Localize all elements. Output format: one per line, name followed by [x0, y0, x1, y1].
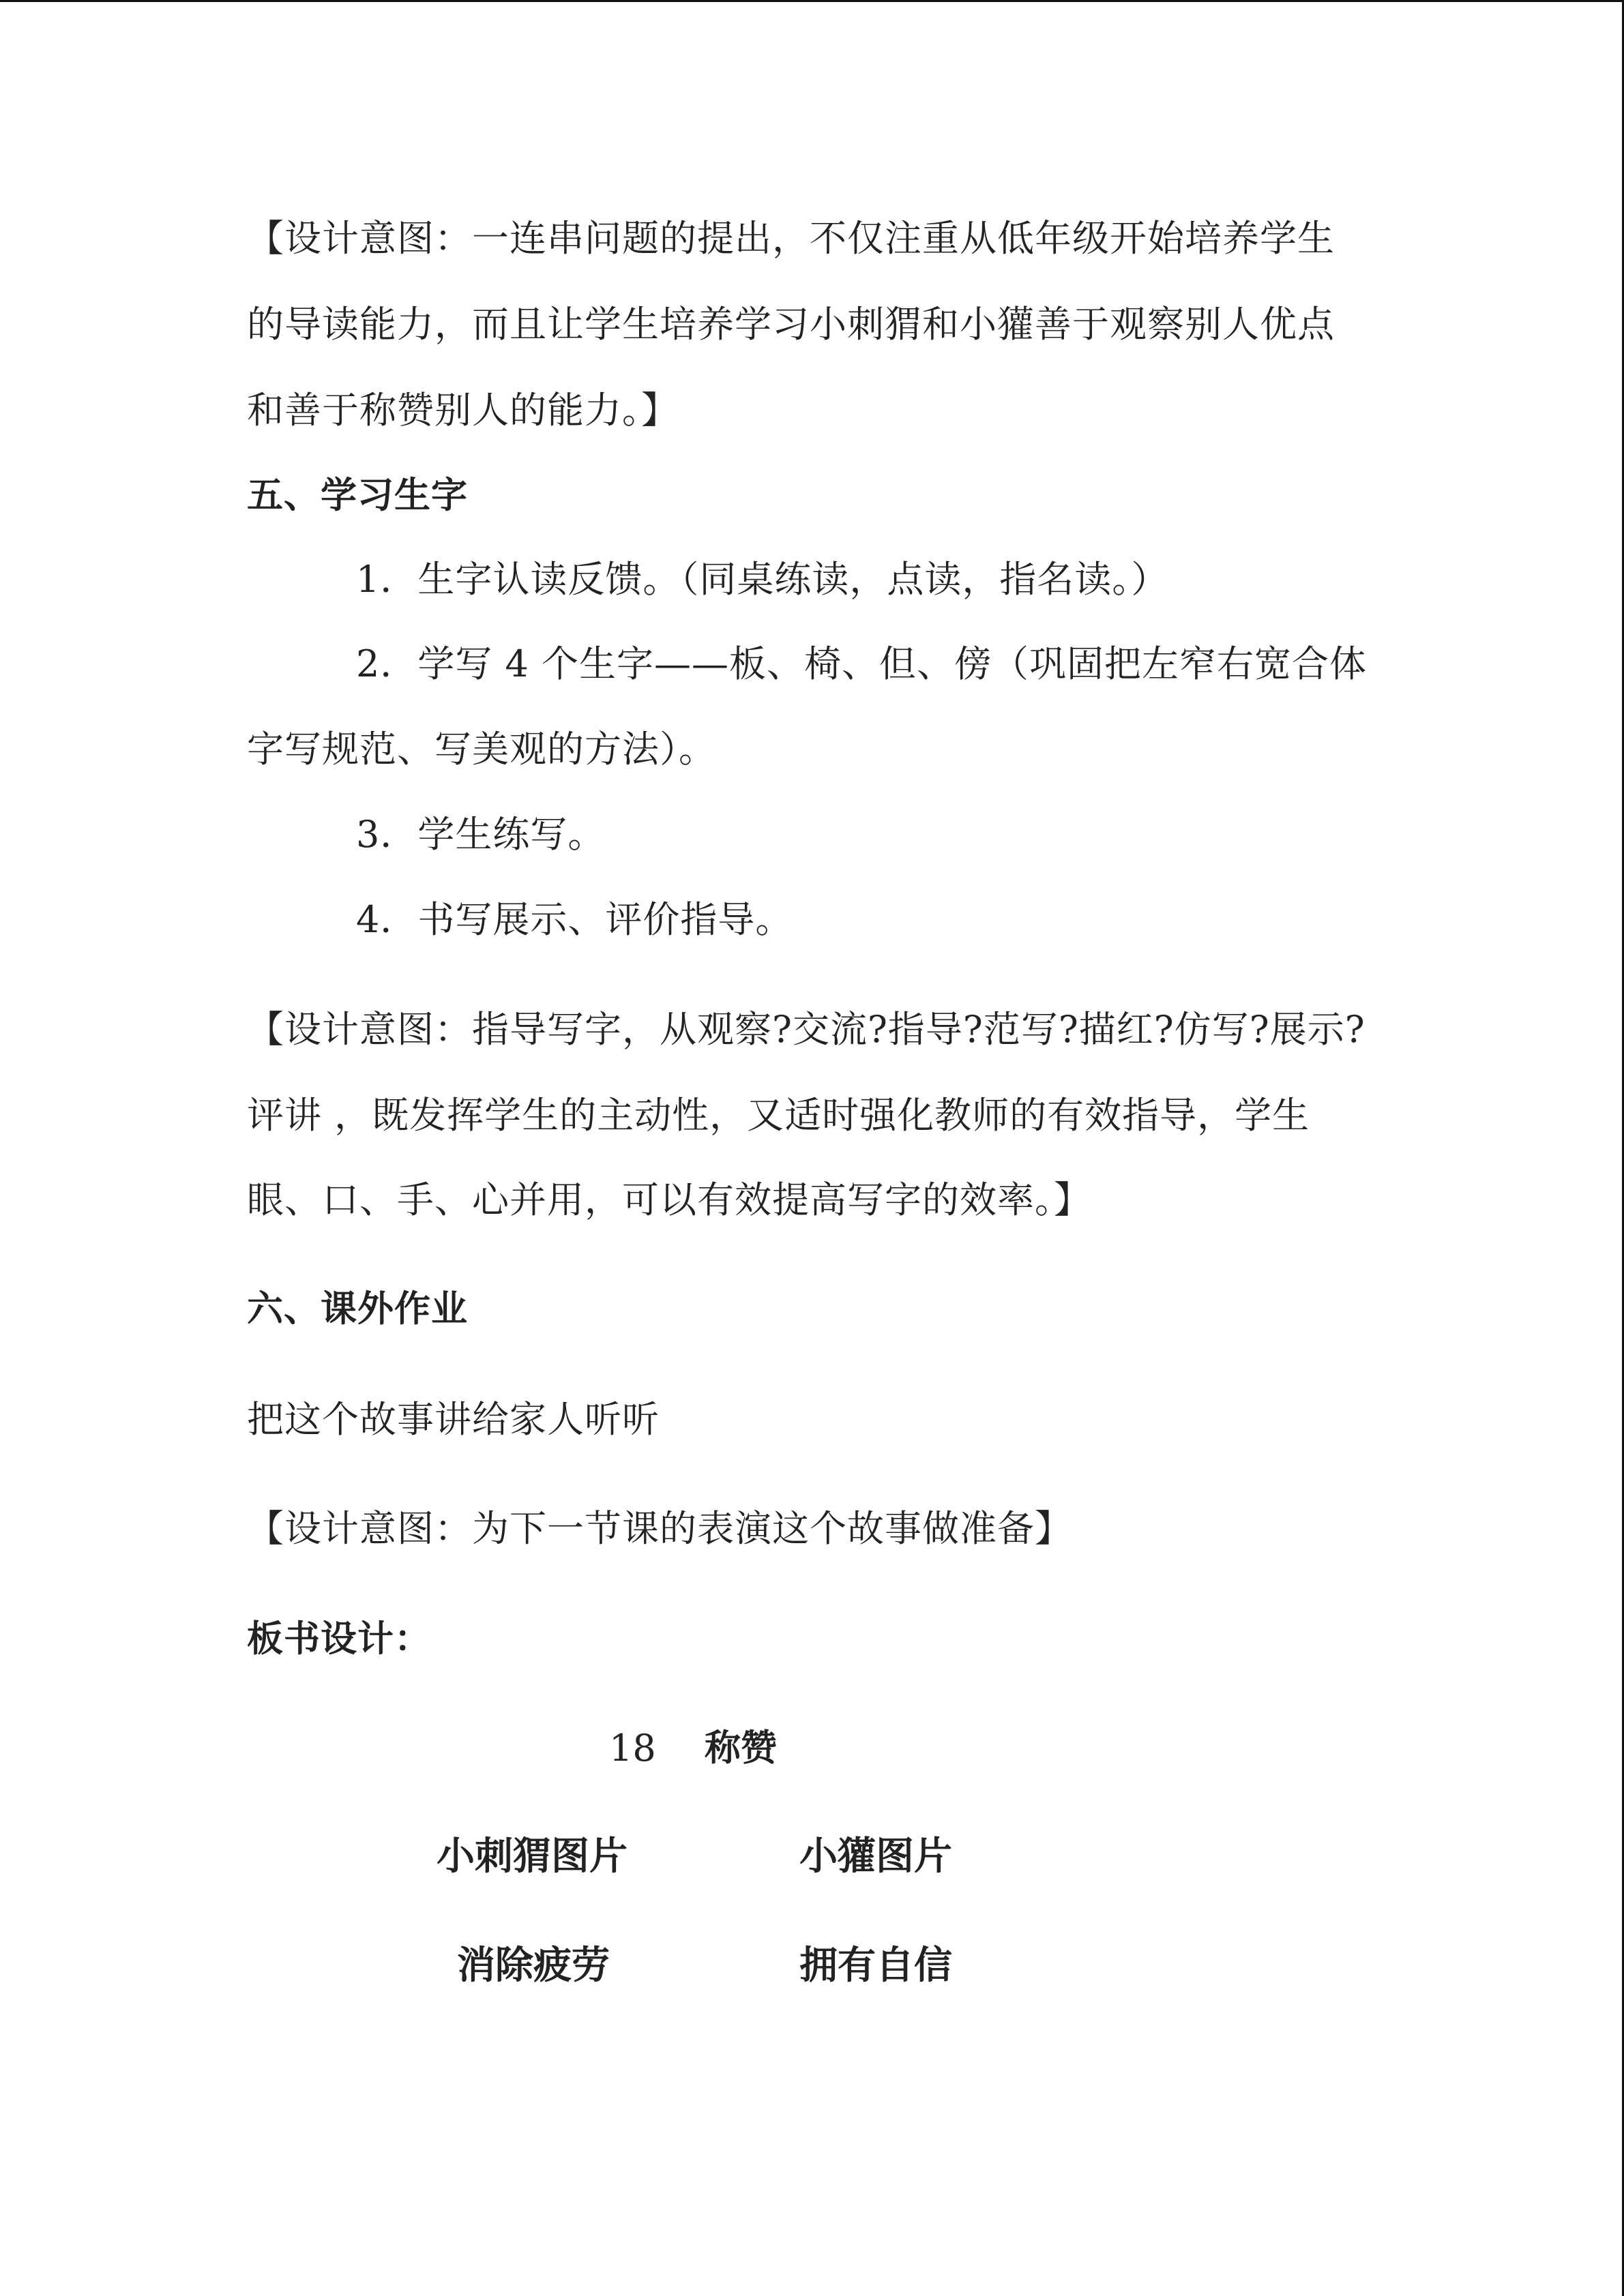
board-left-item-1: 小刺猬图片 — [437, 1834, 628, 1879]
lesson-title: 称赞 — [705, 1727, 777, 1769]
design-intent-2-line-2: 评讲 ，既发挥学生的主动性，又适时强化教师的有效指导，学生 — [247, 1094, 1310, 1137]
lesson-number: 18 — [609, 1727, 656, 1770]
board-left-item-2: 消除疲劳 — [457, 1943, 610, 1988]
design-intent-3: 【设计意图：为下一节课的表演这个故事做准备】 — [247, 1507, 1072, 1550]
board-right-item-2: 拥有自信 — [799, 1943, 952, 1988]
step-2-line-1: 2．学写 4 个生字——板、椅、但、傍（巩固把左窄右宽合体 — [356, 642, 1368, 685]
design-intent-1-line-2: 的导读能力，而且让学生培养学习小刺猬和小獾善于观察别人优点 — [247, 303, 1335, 346]
board-right-item-1: 小獾图片 — [799, 1834, 952, 1879]
board-design-heading: 板书设计： — [247, 1618, 431, 1660]
homework-text: 把这个故事讲给家人听听 — [247, 1398, 660, 1441]
section-5-heading: 五、学习生字 — [247, 475, 468, 516]
design-intent-1-line-3: 和善于称赞别人的能力。】 — [247, 389, 679, 432]
design-intent-2-line-3: 眼、口、手、心并用，可以有效提高写字的效率。】 — [247, 1178, 1091, 1221]
step-1: 1．生字认读反馈。（同桌练读，点读，指名读。） — [356, 558, 1169, 601]
step-3: 3．学生练写。 — [356, 813, 606, 856]
section-6-heading: 六、课外作业 — [247, 1288, 468, 1330]
design-intent-1-line-1: 【设计意图：一连串问题的提出，不仅注重从低年级开始培养学生 — [247, 217, 1335, 260]
step-4: 4．书写展示、评价指导。 — [356, 898, 793, 941]
page-top-border — [0, 0, 1624, 2]
design-intent-2-line-1: 【设计意图：指导写字，从观察?交流?指导?范写?描红?仿写?展示? — [247, 1008, 1365, 1051]
step-2-line-2: 字写规范、写美观的方法）。 — [247, 728, 716, 771]
